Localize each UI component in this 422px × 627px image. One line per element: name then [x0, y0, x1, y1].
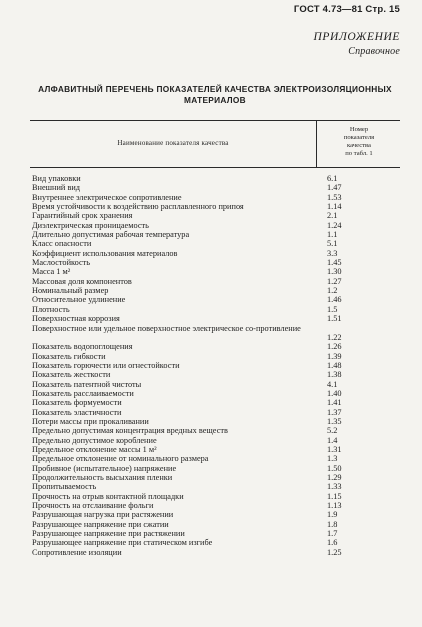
quality-index-number: 1.48 — [327, 360, 342, 370]
quality-index-number: 1.9 — [327, 510, 338, 520]
quality-index-number: 1.8 — [327, 519, 338, 529]
quality-index-name: Предельно допустимое коробление — [32, 435, 157, 445]
quality-index-name: Время устойчивости к воздействию расплавленного припоя — [32, 202, 244, 212]
quality-index-number: 1.26 — [327, 342, 342, 352]
column-header-number-line: качества — [347, 142, 371, 149]
quality-index-number: 1.38 — [327, 370, 342, 380]
table-body — [30, 174, 400, 557]
table-row — [30, 501, 400, 510]
quality-index-name: Разрушающая нагрузка при растяжении — [32, 510, 174, 520]
quality-index-table — [30, 120, 400, 557]
quality-index-number: 1.6 — [327, 538, 338, 548]
column-header-number-line: показателя — [343, 134, 375, 141]
quality-index-number: 1.25 — [327, 547, 342, 557]
table-row — [30, 211, 400, 220]
table-row — [30, 548, 400, 557]
table-row — [30, 305, 400, 314]
table-row — [30, 529, 400, 538]
quality-index-name: Показатель горючести или огнестойкости — [32, 360, 180, 370]
quality-index-name: Предельное отклонение массы 1 м² — [32, 444, 157, 454]
table-row — [30, 174, 400, 183]
quality-index-name: Относительное удлинение — [32, 295, 126, 305]
quality-index-number: 5.1 — [327, 239, 338, 249]
table-row — [30, 436, 400, 445]
quality-index-number: 1.53 — [327, 192, 342, 202]
table-row — [30, 389, 400, 398]
quality-index-number: 5.2 — [327, 426, 338, 436]
column-header-name: Наименование показателя качества — [117, 139, 229, 147]
quality-index-name: Сопротивление изоляции — [32, 547, 122, 557]
quality-index-name: Плотность — [32, 304, 70, 314]
quality-index-number: 1.5 — [327, 304, 338, 314]
quality-index-name: Пробивное (испытательное) напряжение — [32, 463, 177, 473]
table-row — [30, 202, 400, 211]
quality-index-number: 4.1 — [327, 379, 338, 389]
quality-index-name: Показатель эластичности — [32, 407, 122, 417]
quality-index-name: Потери массы при прокаливании — [32, 416, 149, 426]
quality-index-number: 1.51 — [327, 314, 342, 324]
quality-index-name: Маслостойкость — [32, 258, 91, 268]
quality-index-number: 1.7 — [327, 529, 338, 539]
quality-index-name: Диэлектрическая проницаемость — [32, 220, 149, 230]
quality-index-name: Показатель жесткости — [32, 370, 111, 380]
quality-index-number: 1.27 — [327, 276, 342, 286]
quality-index-name: Массовая доля компонентов — [32, 276, 132, 286]
table-row — [30, 370, 400, 379]
table-row — [30, 193, 400, 202]
quality-index-number: 6.1 — [327, 174, 338, 183]
quality-index-name: Поверхностная коррозия — [32, 314, 120, 324]
document-title-line-1: АЛФАВИТНЫЙ ПЕРЕЧЕНЬ ПОКАЗАТЕЛЕЙ КАЧЕСТВА ЭЛЕКТРОИЗОЛЯЦИОННЫХ — [38, 84, 392, 94]
quality-index-number: 1.13 — [327, 501, 342, 511]
quality-index-name: Вид упаковки — [32, 174, 81, 183]
table-row — [30, 183, 400, 192]
quality-index-number: 1.24 — [327, 220, 342, 230]
quality-index-number: 1.22 — [327, 332, 342, 342]
table-row — [30, 473, 400, 482]
table-row — [30, 464, 400, 473]
quality-index-number: 1.2 — [327, 286, 338, 296]
quality-index-name: Показатель расслаиваемости — [32, 388, 134, 398]
table-row — [30, 286, 400, 295]
quality-index-name: Показатель гибкости — [32, 351, 106, 361]
quality-index-number: 1.37 — [327, 407, 342, 417]
table-row — [30, 314, 400, 323]
quality-index-name: Предельно допустимая концентрация вредных веществ — [32, 426, 228, 436]
table-row — [30, 352, 400, 361]
table-row — [30, 267, 400, 276]
table-row — [30, 520, 400, 529]
table-row — [30, 295, 400, 304]
quality-index-number: 1.35 — [327, 416, 342, 426]
quality-index-number: 1.40 — [327, 388, 342, 398]
quality-index-name: Длительно допустимая рабочая температура — [32, 230, 190, 240]
appendix-note: Справочное — [348, 46, 400, 57]
quality-index-number: 1.33 — [327, 482, 342, 492]
quality-index-name: Прочность на отслаивание фольги — [32, 501, 154, 511]
table-row — [30, 482, 400, 491]
quality-index-number: 1.47 — [327, 183, 342, 193]
quality-index-name: Разрушающее напряжение при растяжении — [32, 529, 185, 539]
table-row — [30, 454, 400, 463]
column-header-number — [318, 126, 400, 158]
quality-index-number: 1.3 — [327, 454, 338, 464]
table-row — [30, 538, 400, 547]
table-row — [30, 258, 400, 267]
table-row — [30, 277, 400, 286]
quality-index-number: 2.1 — [327, 211, 338, 221]
table-row — [30, 492, 400, 501]
quality-index-name: Показатель водопоглощения — [32, 342, 133, 352]
table-row — [30, 398, 400, 407]
table-row — [30, 221, 400, 230]
quality-index-name: Класс опасности — [32, 239, 92, 249]
quality-index-name: Масса 1 м² — [32, 267, 71, 277]
document-title-line-2: МАТЕРИАЛОВ — [184, 95, 246, 105]
quality-index-name: Показатель формуемости — [32, 398, 122, 408]
table-row — [30, 408, 400, 417]
quality-index-name: Коэффициент использования материалов — [32, 248, 178, 258]
quality-index-number: 1.1 — [327, 230, 338, 240]
quality-index-name: Разрушающее напряжение при статическом изгибе — [32, 538, 213, 548]
quality-index-name: Внешний вид — [32, 183, 81, 193]
quality-index-number: 1.50 — [327, 463, 342, 473]
quality-index-number: 1.45 — [327, 258, 342, 268]
document-title — [30, 84, 400, 106]
quality-index-number: 1.31 — [327, 444, 342, 454]
table-row — [30, 239, 400, 248]
quality-index-number: 1.39 — [327, 351, 342, 361]
quality-index-number: 1.46 — [327, 295, 342, 305]
quality-index-number: 3.3 — [327, 248, 338, 258]
quality-index-name: Показатель патентной чистоты — [32, 379, 142, 389]
quality-index-name: Разрушающее напряжение при сжатии — [32, 519, 169, 529]
table-header-rule — [30, 167, 400, 168]
appendix-heading — [314, 31, 400, 57]
quality-index-name: Пропитываемость — [32, 482, 97, 492]
page-header-standard: ГОСТ 4.73—81 Стр. 15 — [293, 4, 400, 15]
column-header-number-line: по табл. 1 — [345, 150, 373, 157]
table-row — [30, 361, 400, 370]
table-row — [30, 249, 400, 258]
table-row — [30, 324, 400, 343]
quality-index-number: 1.30 — [327, 267, 342, 277]
quality-index-name: Продолжительность высыхания пленки — [32, 473, 173, 482]
column-divider — [316, 121, 317, 167]
table-row — [30, 230, 400, 239]
table-row — [30, 510, 400, 519]
column-header-number-line: Номер — [349, 126, 369, 133]
table-row — [30, 426, 400, 435]
quality-index-name: Прочность на отрыв контактной площадки — [32, 491, 184, 501]
quality-index-number: 1.41 — [327, 398, 342, 408]
quality-index-number: 1.29 — [327, 473, 342, 482]
quality-index-name: Поверхностное или удельное поверхностное электрическое со-противление — [32, 323, 301, 333]
quality-index-number: 1.4 — [327, 435, 338, 445]
table-row — [30, 380, 400, 389]
quality-index-name: Внутреннее электрическое сопротивление — [32, 192, 182, 202]
quality-index-name: Предельное отклонение от номинального размера — [32, 454, 209, 464]
table-row — [30, 417, 400, 426]
table-row — [30, 342, 400, 351]
table-header — [30, 121, 400, 167]
quality-index-name: Гарантийный срок хранения — [32, 211, 133, 221]
table-row — [30, 445, 400, 454]
appendix-label: ПРИЛОЖЕНИЕ — [313, 31, 400, 43]
quality-index-number: 1.15 — [327, 491, 342, 501]
quality-index-number: 1.14 — [327, 202, 342, 212]
quality-index-name: Номинальный размер — [32, 286, 109, 296]
